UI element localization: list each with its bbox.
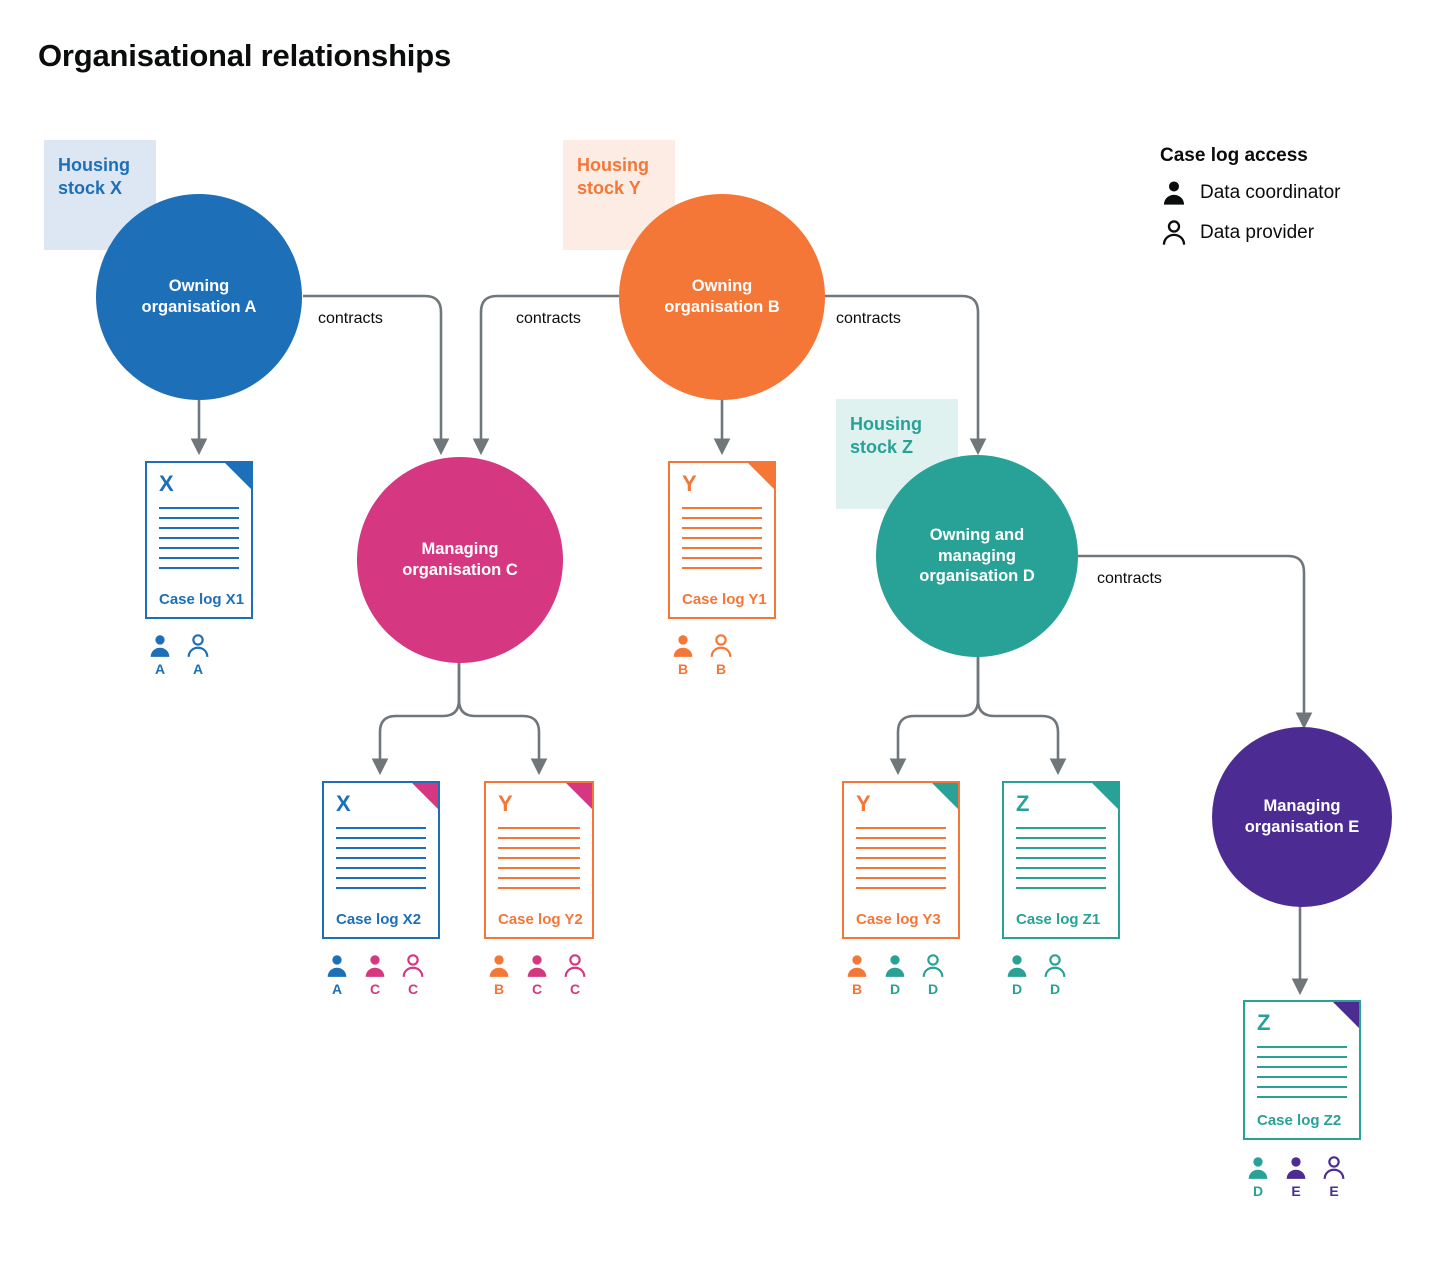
person-label: B bbox=[493, 981, 505, 997]
housing-stock-x-line1: Housing bbox=[58, 155, 130, 175]
person-filled-icon bbox=[324, 953, 350, 979]
doc-letter-x2: X bbox=[336, 791, 351, 816]
doc-corner-x2 bbox=[412, 783, 438, 809]
legend-label: Data coordinator bbox=[1200, 182, 1341, 203]
person-outline-icon bbox=[1321, 1155, 1347, 1181]
person-label: C bbox=[531, 981, 543, 997]
doc-letter-z2: Z bbox=[1257, 1010, 1271, 1035]
legend-item-data-provider bbox=[1160, 219, 1340, 247]
doc-lines-y1 bbox=[682, 507, 762, 573]
org-node-c[interactable] bbox=[357, 457, 563, 663]
person-outline-icon bbox=[562, 953, 588, 979]
person-provider-d bbox=[1040, 953, 1070, 997]
doc-corner-z2 bbox=[1333, 1002, 1359, 1028]
org-node-c-line2: organisation C bbox=[402, 561, 518, 579]
doc-lines-y2 bbox=[498, 827, 580, 893]
doc-caption-y2: Case log Y2 bbox=[498, 911, 583, 928]
doc-letter-y1: Y bbox=[682, 471, 697, 496]
org-node-d[interactable] bbox=[876, 455, 1078, 657]
doc-lines-y3 bbox=[856, 827, 946, 893]
housing-stock-z-line1: Housing bbox=[850, 414, 922, 434]
person-filled-icon bbox=[524, 953, 550, 979]
org-node-e-line1: Managing bbox=[1263, 797, 1341, 816]
person-label: D bbox=[1049, 981, 1061, 997]
person-filled-icon bbox=[1160, 179, 1188, 207]
person-coordinator-a bbox=[322, 953, 352, 997]
org-node-a-line2: organisation A bbox=[141, 298, 257, 316]
doc-caption-y1: Case log Y1 bbox=[682, 591, 767, 608]
person-filled-icon bbox=[670, 633, 696, 659]
doc-letter-y2: Y bbox=[498, 791, 513, 816]
edge-label-a-to-c: contracts bbox=[318, 310, 383, 327]
legend-label: Data provider bbox=[1200, 222, 1315, 243]
doc-corner-x1 bbox=[225, 463, 251, 489]
person-label: B bbox=[715, 661, 727, 677]
doc-caption-y3: Case log Y3 bbox=[856, 911, 941, 928]
person-outline-icon bbox=[708, 633, 734, 659]
person-label: E bbox=[1329, 1183, 1339, 1199]
person-label: C bbox=[407, 981, 419, 997]
person-label: B bbox=[677, 661, 689, 677]
person-provider-c bbox=[398, 953, 428, 997]
doc-caption-z2: Case log Z2 bbox=[1257, 1112, 1342, 1129]
person-filled-icon bbox=[1245, 1155, 1271, 1181]
case-log-z1[interactable] bbox=[1002, 781, 1120, 939]
person-coordinator-b bbox=[484, 953, 514, 997]
housing-stock-y-line2: stock Y bbox=[577, 178, 641, 199]
person-filled-icon bbox=[362, 953, 388, 979]
person-outline-icon bbox=[400, 953, 426, 979]
case-log-y3[interactable] bbox=[842, 781, 960, 939]
person-label: D bbox=[1011, 981, 1023, 997]
person-coordinator-b bbox=[842, 953, 872, 997]
edge-label-d-to-e: contracts bbox=[1097, 570, 1162, 587]
person-provider-e bbox=[1319, 1155, 1349, 1199]
person-provider-c bbox=[560, 953, 590, 997]
person-filled-icon bbox=[147, 633, 173, 659]
person-label: A bbox=[154, 661, 166, 677]
housing-stock-z-line2: stock Z bbox=[850, 437, 914, 458]
org-node-a-line1: Owning bbox=[168, 277, 230, 296]
org-node-b[interactable] bbox=[619, 194, 825, 400]
legend-title: Case log access bbox=[1160, 145, 1308, 166]
legend bbox=[1160, 145, 1340, 259]
org-node-b-line1: Owning bbox=[691, 277, 753, 296]
person-provider-d bbox=[918, 953, 948, 997]
case-log-z2[interactable] bbox=[1243, 1000, 1361, 1140]
person-coordinator-a bbox=[145, 633, 175, 677]
doc-lines-z1 bbox=[1016, 827, 1106, 893]
case-log-y2[interactable] bbox=[484, 781, 594, 939]
access-people-z1 bbox=[1002, 953, 1070, 997]
edge-label-b-to-c: contracts bbox=[516, 310, 581, 327]
access-people-y3 bbox=[842, 953, 948, 997]
doc-caption-x1: Case log X1 bbox=[159, 591, 245, 608]
access-people-x2 bbox=[322, 953, 428, 997]
person-label: D bbox=[889, 981, 901, 997]
person-label: C bbox=[569, 981, 581, 997]
person-label: D bbox=[1252, 1183, 1264, 1199]
case-log-y1[interactable] bbox=[668, 461, 776, 619]
doc-letter-z1: Z bbox=[1016, 791, 1030, 816]
person-coordinator-d bbox=[1243, 1155, 1273, 1199]
person-outline-icon bbox=[1160, 219, 1188, 247]
legend-item-data-coordinator bbox=[1160, 179, 1340, 207]
case-log-x1[interactable] bbox=[145, 461, 253, 619]
person-coordinator-b bbox=[668, 633, 698, 677]
org-node-a[interactable] bbox=[96, 194, 302, 400]
doc-corner-y2 bbox=[566, 783, 592, 809]
doc-letter-y3: Y bbox=[856, 791, 871, 816]
org-node-e-line2: organisation E bbox=[1244, 818, 1360, 836]
doc-corner-y1 bbox=[748, 463, 774, 489]
access-people-z2 bbox=[1243, 1155, 1349, 1199]
person-coordinator-c bbox=[522, 953, 552, 997]
doc-lines-x1 bbox=[159, 507, 239, 573]
person-label: E bbox=[1291, 1183, 1301, 1199]
org-node-b-line2: organisation B bbox=[664, 298, 780, 316]
person-label: C bbox=[369, 981, 381, 997]
edge-label-b-to-d: contracts bbox=[836, 310, 901, 327]
person-label: D bbox=[927, 981, 939, 997]
org-node-e[interactable] bbox=[1212, 727, 1392, 907]
org-node-d-line2: managing bbox=[938, 546, 1016, 565]
doc-caption-z1: Case log Z1 bbox=[1016, 911, 1101, 928]
person-coordinator-c bbox=[360, 953, 390, 997]
person-outline-icon bbox=[920, 953, 946, 979]
person-label: A bbox=[192, 661, 204, 677]
access-people-y1 bbox=[668, 633, 736, 677]
doc-corner-z1 bbox=[1092, 783, 1118, 809]
person-label: A bbox=[331, 981, 343, 997]
doc-lines-x2 bbox=[336, 827, 426, 893]
person-filled-icon bbox=[486, 953, 512, 979]
person-outline-icon bbox=[1042, 953, 1068, 979]
person-filled-icon bbox=[882, 953, 908, 979]
person-outline-icon bbox=[185, 633, 211, 659]
person-provider-a bbox=[183, 633, 213, 677]
org-node-d-line3: organisation D bbox=[919, 567, 1035, 586]
org-node-c-line1: Managing bbox=[421, 540, 499, 559]
access-people-x1 bbox=[145, 633, 213, 677]
housing-stock-x-line2: stock X bbox=[58, 178, 123, 199]
person-filled-icon bbox=[844, 953, 870, 979]
person-coordinator-d bbox=[880, 953, 910, 997]
person-provider-b bbox=[706, 633, 736, 677]
org-node-d-line1: Owning and bbox=[929, 526, 1025, 545]
person-label: B bbox=[851, 981, 863, 997]
person-filled-icon bbox=[1283, 1155, 1309, 1181]
housing-stock-y-line1: Housing bbox=[577, 155, 649, 175]
doc-letter-x1: X bbox=[159, 471, 174, 496]
access-people-y2 bbox=[484, 953, 590, 997]
person-filled-icon bbox=[1004, 953, 1030, 979]
case-log-x2[interactable] bbox=[322, 781, 440, 939]
person-coordinator-e bbox=[1281, 1155, 1311, 1199]
doc-caption-x2: Case log X2 bbox=[336, 911, 422, 928]
doc-corner-y3 bbox=[932, 783, 958, 809]
page-title: Organisational relationships bbox=[38, 38, 451, 73]
person-coordinator-d bbox=[1002, 953, 1032, 997]
doc-lines-z2 bbox=[1257, 1046, 1347, 1094]
